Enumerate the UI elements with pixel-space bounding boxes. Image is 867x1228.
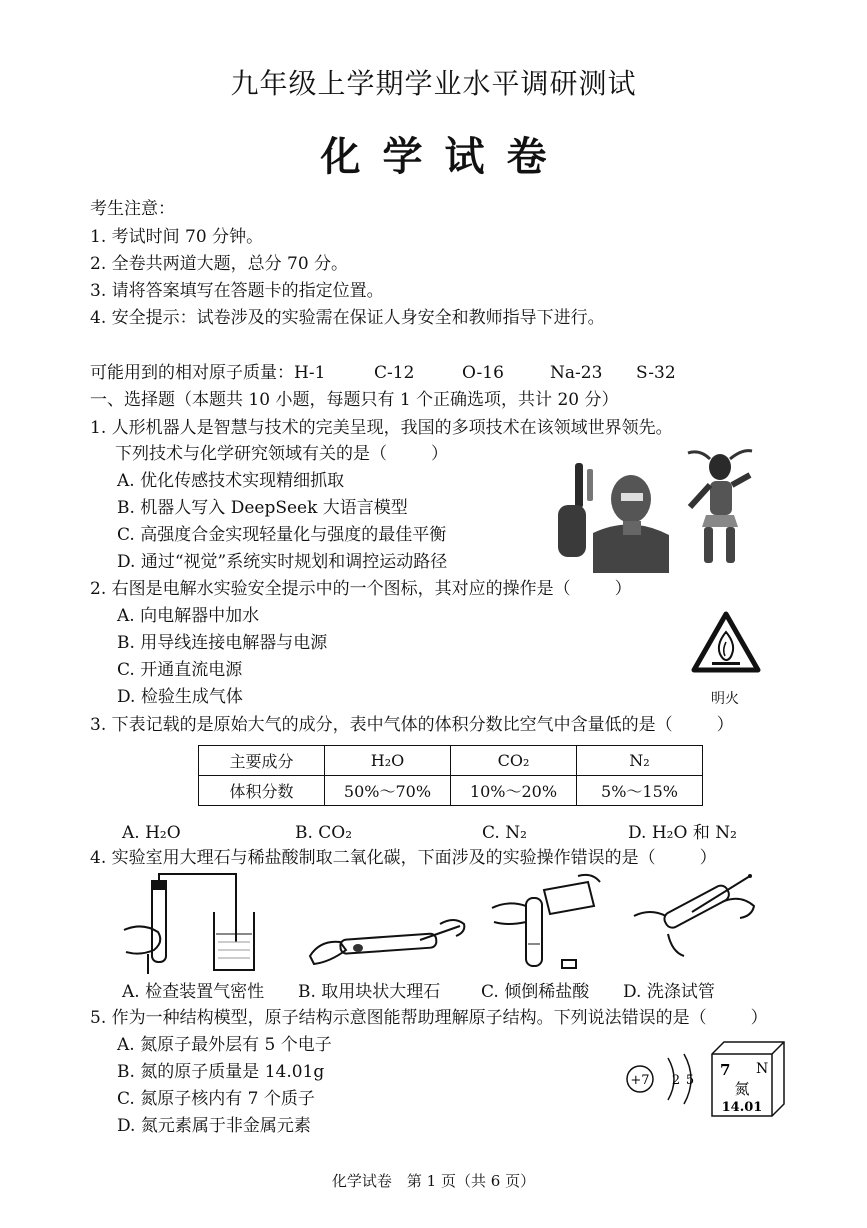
table-cell: N₂ <box>577 746 703 776</box>
option-a[interactable]: A. 检查装置气密性 <box>122 982 265 1002</box>
exam-subtitle: 九年级上学期学业水平调研测试 <box>230 67 637 100</box>
option-d[interactable]: D. 氮元素属于非金属元素 <box>117 1116 311 1136</box>
question-stem: 2. 右图是电解水实验安全提示中的一个图标，其对应的操作是（ ） <box>90 579 632 599</box>
option-b[interactable]: B. 机器人写入 DeepSeek 大语言模型 <box>117 498 408 518</box>
nitrogen-atom-diagram <box>622 1048 702 1110</box>
take-marble-apparatus-image <box>300 910 470 974</box>
option-c[interactable]: C. 倾倒稀盐酸 <box>481 982 590 1002</box>
table-cell: H₂O <box>325 746 451 776</box>
atomic-mass-value: Na-23 <box>550 363 603 383</box>
notice-item: 4. 安全提示：试卷涉及的实验需在保证人身安全和教师指导下进行。 <box>90 308 605 328</box>
question-stem: 5. 作为一种结构模型，原子结构示意图能帮助理解原子结构。下列说法错误的是（ ） <box>90 1008 768 1028</box>
atomic-number: 7 <box>720 1061 731 1079</box>
option-c[interactable]: C. 氮原子核内有 7 个质子 <box>117 1089 315 1109</box>
option-d[interactable]: D. 检验生成气体 <box>117 687 243 707</box>
wash-test-tube-apparatus-image <box>632 872 762 976</box>
nucleus-charge: +7 <box>630 1073 650 1088</box>
option-a[interactable]: A. H₂O <box>122 823 181 843</box>
notice-item: 3. 请将答案填写在答题卡的指定位置。 <box>90 281 384 301</box>
table-cell: 50%～70% <box>325 776 451 806</box>
element-symbol: N <box>756 1061 769 1077</box>
option-d[interactable]: D. H₂O 和 N₂ <box>628 823 737 843</box>
exam-title: 化学试卷 <box>320 133 569 180</box>
table-cell: 体积分数 <box>199 776 325 806</box>
shell-electrons: 5 <box>685 1073 695 1088</box>
table-cell: 主要成分 <box>199 746 325 776</box>
atmosphere-composition-table <box>198 745 703 806</box>
notice-item: 1. 考试时间 70 分钟。 <box>90 227 264 247</box>
page-footer: 化学试卷 第 1 页（共 6 页） <box>331 1172 536 1190</box>
question-stem: 1. 人形机器人是智慧与技术的完美呈现，我国的多项技术在该领域世界领先。 <box>90 418 673 438</box>
option-b[interactable]: B. 取用块状大理石 <box>298 982 441 1002</box>
nitrogen-element-card <box>710 1040 786 1120</box>
atomic-mass-value: C-12 <box>374 363 415 383</box>
atomic-mass-value: H-1 <box>294 363 326 383</box>
option-c[interactable]: C. 开通直流电源 <box>117 660 243 680</box>
option-d[interactable]: D. 洗涤试管 <box>623 982 715 1002</box>
option-a[interactable]: A. 氮原子最外层有 5 个电子 <box>117 1035 332 1055</box>
atomic-mass-label: 可能用到的相对原子质量： <box>90 363 294 383</box>
question-stem: 4. 实验室用大理石与稀盐酸制取二氧化碳，下面涉及的实验操作错误的是（ ） <box>90 848 717 868</box>
atomic-mass: 14.01 <box>721 1100 763 1115</box>
airtightness-check-apparatus-image <box>118 872 268 976</box>
question-stem-line2: 下列技术与化学研究领域有关的是（ ） <box>115 444 448 464</box>
option-a[interactable]: A. 优化传感技术实现精细抓取 <box>117 471 345 491</box>
table-header-row <box>199 746 703 776</box>
table-cell: 10%～20% <box>451 776 577 806</box>
flame-icon-caption: 明火 <box>711 691 739 707</box>
question-stem: 3. 下表记载的是原始大气的成分，表中气体的体积分数比空气中含量低的是（ ） <box>90 715 734 735</box>
option-c[interactable]: C. N₂ <box>482 823 527 843</box>
pour-acid-apparatus-image <box>488 872 614 976</box>
table-cell: CO₂ <box>451 746 577 776</box>
robot-holding-test-tube-image <box>553 455 673 573</box>
option-c[interactable]: C. 高强度合金实现轻量化与强度的最佳平衡 <box>117 525 447 545</box>
atomic-mass-value: S-32 <box>636 363 676 383</box>
option-b[interactable]: B. CO₂ <box>295 823 353 843</box>
atomic-mass-value: O-16 <box>462 363 504 383</box>
section-heading: 一、选择题（本题共 10 小题，每题只有 1 个正确选项，共计 20 分） <box>90 390 619 410</box>
table-cell: 5%～15% <box>577 776 703 806</box>
shell-electrons: 2 <box>671 1073 681 1088</box>
option-b[interactable]: B. 氮的原子质量是 14.01g <box>117 1062 325 1082</box>
option-a[interactable]: A. 向电解器中加水 <box>117 606 260 626</box>
element-name: 氮 <box>734 1080 750 1098</box>
table-row <box>199 776 703 806</box>
open-flame-warning-icon <box>690 610 762 676</box>
notice-item: 2. 全卷共两道大题，总分 70 分。 <box>90 254 349 274</box>
notice-heading: 考生注意： <box>90 199 175 219</box>
option-d[interactable]: D. 通过“视觉”系统实时规划和调控运动路径 <box>117 552 448 572</box>
atomic-mass-line <box>90 362 676 384</box>
dancing-robot-image <box>680 445 760 575</box>
option-b[interactable]: B. 用导线连接电解器与电源 <box>117 633 328 653</box>
